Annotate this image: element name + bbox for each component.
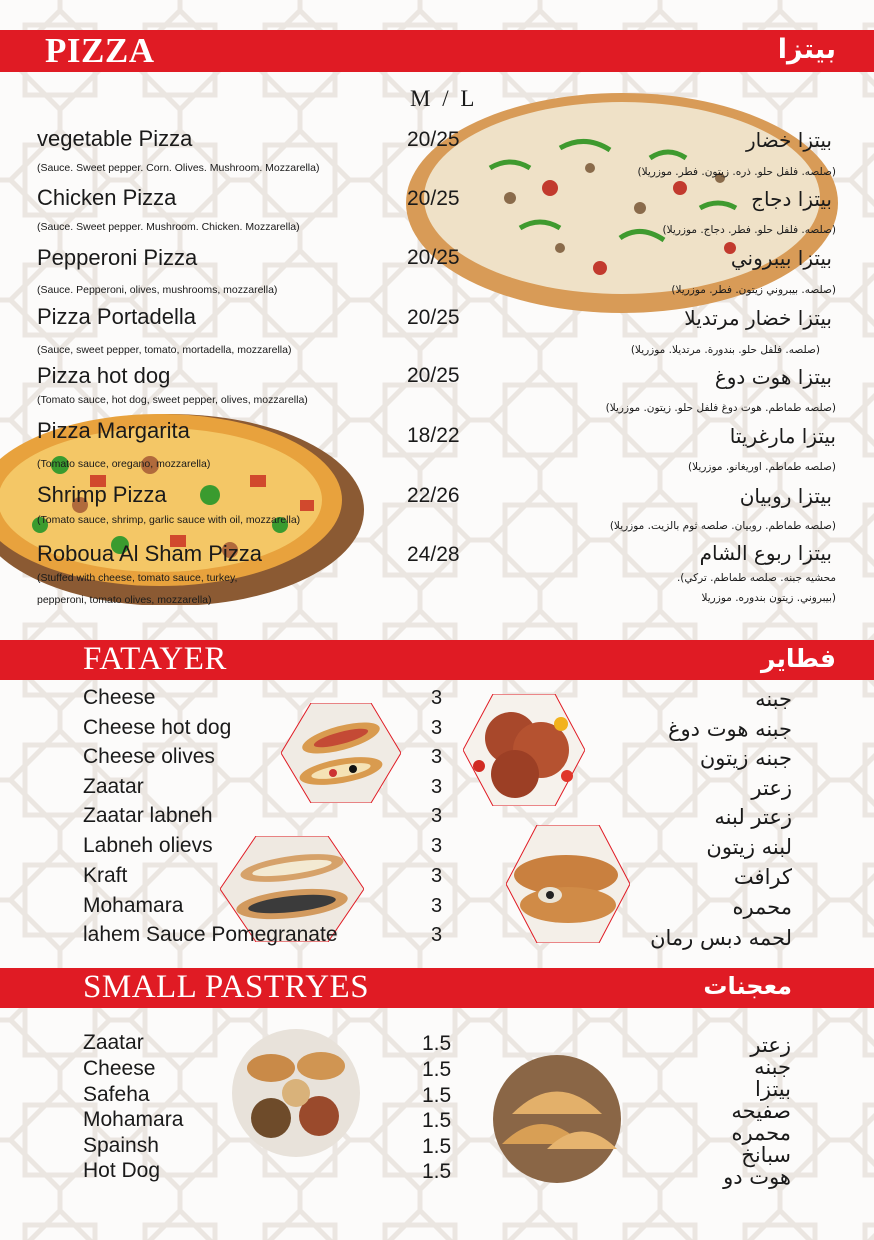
sambousek-photo: [492, 1054, 622, 1184]
pizza-item-name-arabic: بيتزا روبيان: [739, 484, 832, 508]
fatayer-boat-photo: [281, 703, 401, 803]
pizza-item-name: Pizza Portadella: [37, 304, 196, 329]
pizza-item-desc: (Sauce, sweet pepper, tomato, mortadella, mozzarella): [37, 344, 292, 356]
pizza-item-price: 20/25: [407, 128, 460, 151]
pizza-item-desc: (Sauce. Sweet pepper. Corn. Olives. Mushroom. Mozzarella): [37, 162, 320, 174]
fatayer-item-price: 3: [431, 717, 443, 739]
pizza-item-desc: (Tomato sauce, hot dog, sweet pepper, olives, mozzarella): [37, 394, 308, 406]
pastry-item-price: 1.5: [422, 1058, 452, 1081]
fatayer-title: FATAYER: [83, 641, 227, 677]
pastry-item-name: Zaatar: [83, 1031, 144, 1054]
pizza-item-desc-arabic: (صلصه. بيبروني زيتون. فطر. موزريلا): [671, 284, 836, 296]
fatayer-item-name: Kraft: [83, 864, 128, 887]
pastry-item-name-arabic: سبانخ: [741, 1143, 791, 1167]
fatayer-item-price: 3: [431, 865, 443, 887]
pizza-item-desc-line2: pepperoni, tomato olives, mozzarella): [37, 594, 212, 606]
pizza-item-price: 20/25: [407, 187, 460, 210]
pastries-title-arabic: معجنات: [703, 972, 792, 1000]
fatayer-item-price: 3: [431, 805, 443, 827]
pastry-item-name: Cheese: [83, 1057, 156, 1080]
pizza-item-desc-arabic: (صلصه طماطم. هوت دوغ فلفل حلو. زيتون. موزريلا): [605, 402, 836, 414]
pizza-item-name-arabic: بيتزا بيبروني: [730, 246, 832, 270]
fatayer-title-arabic: فطاير: [760, 644, 836, 673]
fatayer-item-name-arabic: لحمه دبس رمان: [650, 926, 792, 950]
pizza-item-name: Pizza Margarita: [37, 418, 190, 443]
pizza-item-name: Shrimp Pizza: [37, 482, 167, 507]
pastry-item-price: 1.5: [422, 1032, 452, 1055]
pizza-item-price: 20/25: [407, 306, 460, 329]
pizza-item-price: 20/25: [407, 246, 460, 269]
pizza-item-desc: (Sauce. Sweet pepper. Mushroom. Chicken. Mozzarella): [37, 221, 300, 233]
fatayer-item-price: 3: [431, 895, 443, 917]
pizza-item-price: 20/25: [407, 364, 460, 387]
fatayer-item-name: Cheese: [83, 686, 156, 709]
fatayer-item-price: 3: [431, 776, 443, 798]
pizza-item-name-arabic: بيتزا خضار مرتديلا: [684, 306, 832, 330]
pastry-item-name-arabic: صفيحه: [731, 1099, 791, 1123]
fatayer-item-name-arabic: جبنه هوت دوغ: [668, 717, 792, 741]
fatayer-item-name-arabic: جبنه: [755, 687, 792, 711]
pastry-item-name: Hot Dog: [83, 1159, 161, 1182]
pizza-item-price: 22/26: [407, 484, 460, 507]
pizza-item-desc-arabic: (صلصه. فلفل حلو. فطر. دجاج. موزريلا): [662, 224, 836, 236]
pastry-item-name-arabic: هوت دو: [723, 1165, 791, 1189]
pastry-item-price: 1.5: [422, 1109, 452, 1132]
pizza-item-price: 18/22: [407, 424, 460, 447]
pastry-item-price: 1.5: [422, 1160, 452, 1183]
fatayer-item-name: Labneh olievs: [83, 834, 213, 857]
pizza-item-desc-arabic-line2: (بيبروني. زيتون بندوره. موزريلا: [701, 592, 836, 604]
stuffed-fatayer-photo: [506, 825, 630, 943]
pizza-item-desc-arabic: محشيه جبنه. صلصه طماطم. تركي).: [676, 572, 836, 584]
manakish-hexagon-photo: [463, 694, 585, 806]
pizza-title: PIZZA: [45, 31, 155, 70]
fatayer-section-header: [0, 640, 874, 680]
pastries-section-header: [0, 968, 874, 1008]
pizza-item-name-arabic: بيتزا خضار: [745, 128, 832, 152]
fatayer-item-name-arabic: جبنه زيتون: [699, 746, 792, 770]
pizza-item-name: Chicken Pizza: [37, 185, 177, 210]
pizza-item-name: Pepperoni Pizza: [37, 245, 198, 270]
pizza-item-name: vegetable Pizza: [37, 126, 193, 151]
pastry-item-name: Spainsh: [83, 1134, 159, 1157]
pizza-item-desc: (Stuffed with cheese, tomato sauce, turkey,: [37, 572, 238, 584]
pastry-item-name-arabic: محمره: [731, 1121, 791, 1145]
pastry-item-price: 1.5: [422, 1135, 452, 1158]
fatayer-item-name: Zaatar: [83, 775, 144, 798]
pastry-item-price: 1.5: [422, 1084, 452, 1107]
pizza-item-name: Roboua Al Sham Pizza: [37, 541, 263, 566]
fatayer-item-name: lahem Sauce Pomegranate: [83, 923, 338, 946]
fatayer-item-name-arabic: زعتر: [751, 776, 792, 800]
pastry-item-name: Safeha: [83, 1083, 150, 1106]
pastry-item-name-arabic: زعتر: [750, 1033, 791, 1057]
pizza-item-name-arabic: بيتزا هوت دوغ: [714, 365, 832, 389]
pizza-item-name-arabic: بيتزا مارغريتا: [729, 424, 836, 448]
pastries-title: SMALL PASTRYES: [83, 969, 370, 1005]
fatayer-item-name: Mohamara: [83, 894, 184, 917]
fatayer-item-name: Cheese olives: [83, 745, 215, 768]
fatayer-item-price: 3: [431, 835, 443, 857]
pizza-section-header: [0, 30, 874, 72]
fatayer-item-name-arabic: محمره: [732, 895, 792, 919]
fatayer-item-price: 3: [431, 746, 443, 768]
size-header: M / L: [410, 86, 478, 111]
pizza-item-desc-arabic: (صلصه. فلفل حلو. بندورة. مرتديلا. موزريلا): [630, 344, 820, 356]
fatayer-item-name-arabic: لبنه زيتون: [706, 835, 792, 859]
pizza-title-arabic: بيتزا: [777, 34, 836, 65]
pizza-item-name-arabic: بيتزا دجاج: [751, 187, 832, 211]
fatayer-item-name: Zaatar labneh: [83, 804, 213, 827]
pastry-item-name: Mohamara: [83, 1108, 184, 1131]
fatayer-item-name-arabic: زعتر لبنه: [714, 805, 792, 829]
pizza-item-desc: (Tomato sauce, oregano, mozzarella): [37, 458, 211, 470]
pizza-item-desc-arabic: (صلصه طماطم. روبيان. صلصه ثوم بالزيت. موزريلا): [609, 520, 836, 532]
pizza-item-desc: (Tomato sauce, shrimp, garlic sauce with oil, mozzarella): [37, 514, 301, 526]
fatayer-item-price: 3: [431, 687, 443, 709]
pastry-item-name-arabic: بيتزا: [755, 1077, 791, 1101]
pizza-item-price: 24/28: [407, 543, 460, 566]
pastries-plate-photo: [231, 1028, 361, 1158]
pizza-item-desc-arabic: (صلصه. فلفل حلو. ذره. زيتون. فطر. موزريلا): [637, 166, 836, 178]
pizza-item-name-arabic: بيتزا ربوع الشام: [699, 541, 832, 565]
fatayer-item-name: Cheese hot dog: [83, 716, 232, 739]
pizza-item-desc: (Sauce. Pepperoni, olives, mushrooms, mozzarella): [37, 284, 278, 296]
fatayer-item-name-arabic: كرافت: [733, 865, 792, 889]
pizza-item-name: Pizza hot dog: [37, 363, 171, 388]
pizza-item-desc-arabic: (صلصه طماطم. اوريغانو. موزريلا): [688, 461, 836, 473]
fatayer-item-price: 3: [431, 924, 443, 946]
pastry-item-name-arabic: جبنه: [754, 1055, 791, 1079]
